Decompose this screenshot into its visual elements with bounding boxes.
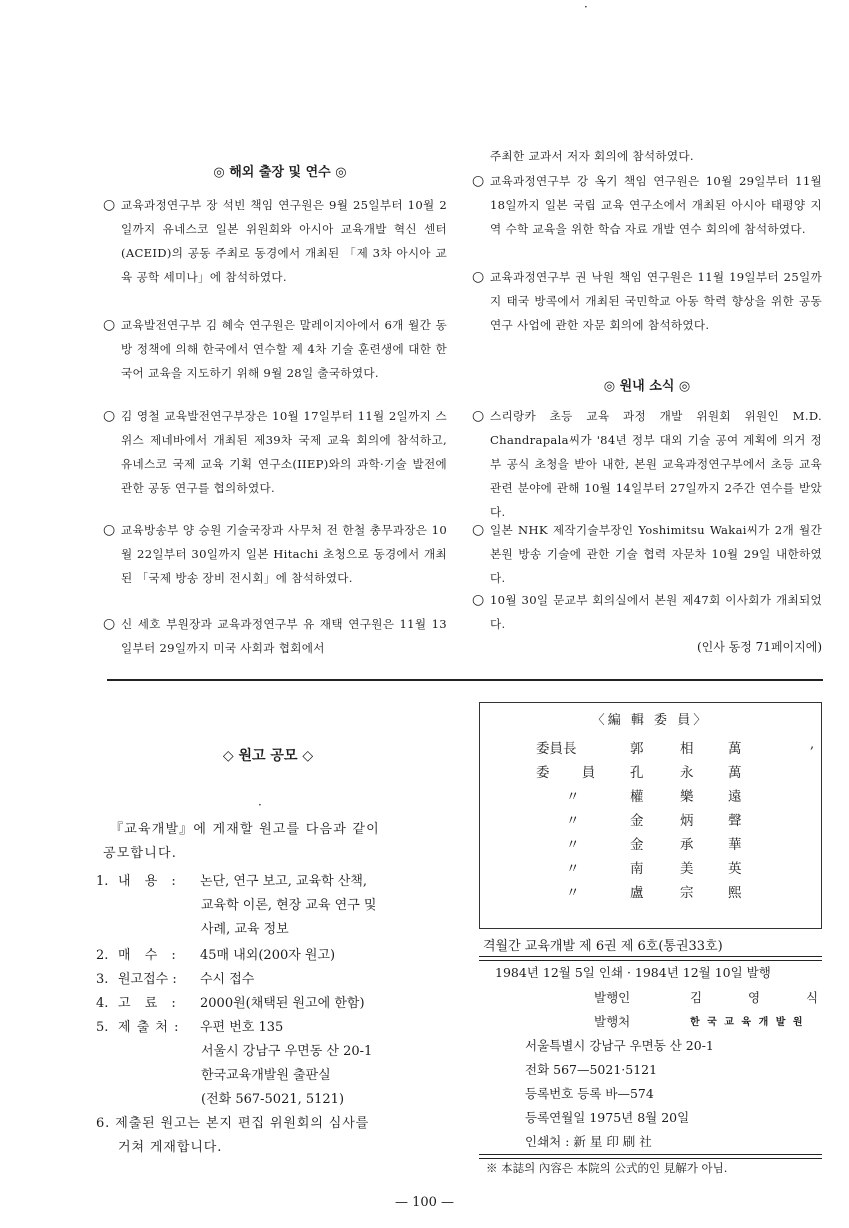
imprint-rule xyxy=(479,956,822,961)
board-name-char: 英 xyxy=(728,861,742,877)
board-name-char: 權 xyxy=(630,789,644,805)
overseas-item-text: 교육과정연구부 장 석빈 책임 연구원은 9월 25일부터 10월 2일까지 유네스코 일본 위원회와 아시아 교육개발 혁신 센터 (ACEID)의 공동 주최로 동경에서 개최된 「제 3차 아시아 교육 공학 세미나」에 참석하였다. xyxy=(121,198,447,284)
requirement-continuation: 사례, 교육 정보 xyxy=(201,922,289,937)
requirement-label: 제 출 처 : xyxy=(118,1020,180,1035)
publisher-label: 발행인 xyxy=(594,990,631,1005)
overseas-item xyxy=(103,193,447,289)
circle-bullet-icon: ○ xyxy=(103,408,116,424)
overseas-item-text: 교육과정연구부 강 옥기 책임 연구원은 10월 29일부터 11월 18일까지 일본 국립 교육 연구소에서 개최된 아시아 태평양 지역 수학 교육을 위한 학습 자료 개발 연수 회의에 참석하였다. xyxy=(490,174,822,236)
call-for-papers-heading: ◇ 원고 공모 ◇ xyxy=(222,748,314,764)
domestic-item-text: 스리랑카 초등 교육 과정 개발 위원회 위원인 M.D. Chandrapala씨가 '84년 정부 대외 기술 공여 계획에 의거 정부 공식 초청을 받아 내한, 본원 교육과정연구부에서 초등 교육 관련 분야에 관해 10월 14일부터 27일까지 2주간 연수를 받았다. xyxy=(490,409,822,519)
imprint-volume: 격월간 교육개발 제 6권 제 6호(통권33호) xyxy=(483,939,723,954)
requirement-text: 2000원(채택된 원고에 한함) xyxy=(200,996,365,1011)
requirement-label: 매 수 : xyxy=(118,948,181,963)
board-name-char: 炳 xyxy=(680,813,694,829)
imprint-address: 서울특별시 강남구 우면동 산 20-1 xyxy=(525,1038,714,1053)
board-member-row xyxy=(480,761,821,783)
circle-bullet-icon: ○ xyxy=(472,173,485,189)
call-for-papers-note: 6. 제출된 원고는 본지 편집 위원회의 심사를 xyxy=(96,1116,370,1131)
board-name-char: 華 xyxy=(728,837,742,853)
call-for-papers-intro: 『교육개발』에 게재할 원고를 다음과 같이 xyxy=(110,822,380,837)
circle-bullet-icon: ○ xyxy=(472,269,485,285)
overseas-item-text: 신 세호 부원장과 교육과정연구부 유 재택 연구원은 11월 13일부터 29일까지 미국 사회과 협회에서 xyxy=(121,617,447,655)
board-name-char: 承 xyxy=(680,837,694,853)
board-name-char: 永 xyxy=(680,765,694,781)
overseas-item-text: 김 영철 교육발전연구부장은 10월 17일부터 11월 2일까지 스위스 제네바에서 개최된 제39차 국제 교육 회의에 참석하고, 유네스코 국제 교육 기획 연구소(IIEP)와의 과학·기술 발전에 관한 공동 연구를 협의하였다. xyxy=(121,409,447,495)
board-member-row xyxy=(480,857,821,879)
imprint-printer: 인쇄처 : 新 星 印 刷 社 xyxy=(525,1134,652,1149)
board-member-row xyxy=(480,737,821,759)
overseas-item-text: 교육발전연구부 김 혜숙 연구원은 말레이지아에서 6개 월간 동방 정책에 의해 한국에서 연수할 제 4차 기술 훈련생에 대한 한국어 교육을 지도하기 위해 9월 28일 출국하였다. xyxy=(121,318,447,380)
board-role: 〃 xyxy=(566,789,580,805)
requirement-number: 2. xyxy=(96,948,109,963)
board-role: 委 員 xyxy=(536,765,610,781)
editorial-board-title: 〈編 輯 委 員〉 xyxy=(591,713,710,728)
overseas-item xyxy=(103,518,447,590)
imprint-rule xyxy=(479,1154,822,1159)
board-member-row xyxy=(480,809,821,831)
requirement-row xyxy=(96,968,254,987)
overseas-item-text: 교육과정연구부 권 낙원 책임 연구원은 11월 19일부터 25일까지 태국 방콕에서 개최된 국민학교 아동 학력 향상을 위한 공동 연구 사업에 관한 자문 회의에 참석하였다. xyxy=(490,270,822,332)
board-name-char: 金 xyxy=(630,813,644,829)
overseas-continuation xyxy=(472,144,822,168)
overseas-heading: ◎ 해외 출장 및 연수 ◎ xyxy=(213,165,347,180)
board-name-char: 南 xyxy=(630,861,644,877)
board-name-char: 盧 xyxy=(630,885,644,901)
circle-bullet-icon: ○ xyxy=(103,522,116,538)
overseas-item xyxy=(103,404,447,500)
requirement-number: 3. xyxy=(96,972,109,987)
continued-note: (인사 동정 71페이지에) xyxy=(697,640,822,654)
board-member-row xyxy=(480,785,821,807)
board-name-char: 聲 xyxy=(728,813,742,829)
domestic-item xyxy=(472,518,822,590)
requirement-number: 4. xyxy=(96,996,109,1011)
board-name-char: 孔 xyxy=(630,765,644,781)
imprint-dates: 1984년 12월 5일 인쇄 · 1984년 12월 10일 발행 xyxy=(495,965,771,980)
board-name-char: 金 xyxy=(630,837,644,853)
requirement-number: 5. xyxy=(96,1020,109,1035)
circle-bullet-icon: ○ xyxy=(472,408,485,424)
top-dot: · xyxy=(584,0,588,14)
domestic-item-text: 10월 30일 문교부 회의실에서 본원 제47회 이사회가 개최되었다. xyxy=(490,593,822,631)
requirement-text: 우편 번호 135 xyxy=(200,1020,284,1035)
imprint-reg-date: 등록연월일 1975년 8월 20일 xyxy=(525,1110,690,1125)
board-member-row xyxy=(480,833,821,855)
requirement-continuation: 교육학 이론, 현장 교육 연구 및 xyxy=(201,898,377,913)
circle-bullet-icon: ○ xyxy=(472,592,485,608)
board-member-row xyxy=(480,881,821,903)
requirement-row xyxy=(96,1016,283,1035)
call-for-papers-note: 거쳐 게재합니다. xyxy=(118,1140,223,1155)
requirement-row xyxy=(96,944,335,963)
requirement-label: 고 료 : xyxy=(118,996,181,1011)
board-role: 〃 xyxy=(566,837,580,853)
board-role: 〃 xyxy=(566,861,580,877)
requirement-text: 45매 내외(200자 원고) xyxy=(200,948,336,963)
requirement-label: 내 용 : xyxy=(118,874,181,889)
call-for-papers-intro: 공모합니다. xyxy=(103,846,178,861)
board-name-char: 宗 xyxy=(680,885,694,901)
imprint-reg-no: 등록번호 등록 바—574 xyxy=(525,1086,654,1101)
decorative-dot: · xyxy=(258,798,262,812)
requirement-text: 논단, 연구 보고, 교육학 산책, xyxy=(200,874,368,889)
board-name-char: 樂 xyxy=(680,789,694,805)
issuer-label: 발행처 xyxy=(594,1014,631,1029)
board-role: 〃 xyxy=(566,885,580,901)
imprint-disclaimer: ※ 本誌의 內容은 本院의 公式的인 見解가 아님. xyxy=(486,1161,728,1175)
board-name-char: 熙 xyxy=(728,885,742,901)
imprint-phone: 전화 567—5021·5121 xyxy=(525,1062,658,1077)
requirement-row xyxy=(96,870,367,889)
overseas-item xyxy=(103,612,447,660)
editorial-board xyxy=(479,702,822,929)
overseas-item-text: 교육방송부 양 승원 기술국장과 사무처 전 한철 총무과장은 10월 22일부터 30일까지 일본 Hitachi 초청으로 동경에서 개최된 「국제 방송 장비 전시회」에 참석하였다. xyxy=(121,523,447,585)
domestic-item xyxy=(472,588,822,636)
board-name-char: 萬 xyxy=(728,741,742,757)
requirement-continuation: (전화 567-5021, 5121) xyxy=(201,1092,345,1107)
circle-bullet-icon: ○ xyxy=(103,317,116,333)
overseas-item xyxy=(103,313,447,385)
domestic-item-text: 일본 NHK 제작기술부장인 Yoshimitsu Wakai씨가 2개 월간 본원 방송 기술에 관한 기술 협력 자문차 10월 29일 내한하였다. xyxy=(490,523,822,585)
publisher-name-char: 식 xyxy=(806,990,819,1005)
overseas-item xyxy=(472,169,822,241)
board-role: 〃 xyxy=(566,813,580,829)
board-name-char: 遠 xyxy=(728,789,742,805)
circle-bullet-icon: ○ xyxy=(103,197,116,213)
domestic-heading: ◎ 원내 소식 ◎ xyxy=(603,379,691,394)
circle-bullet-icon: ○ xyxy=(103,616,116,632)
board-comma: , xyxy=(810,737,815,752)
board-name-char: 美 xyxy=(680,861,694,877)
overseas-continuation-text: 주최한 교과서 저자 회의에 참석하였다. xyxy=(490,149,694,163)
board-name-char: 相 xyxy=(680,741,694,757)
requirement-text: 수시 접수 xyxy=(200,972,255,987)
board-name-char: 萬 xyxy=(728,765,742,781)
board-role: 委員長 xyxy=(536,741,577,757)
requirement-label: 원고접수 : xyxy=(118,972,177,987)
publisher-name-char: 영 xyxy=(748,990,761,1005)
requirement-row xyxy=(96,992,365,1011)
publisher-name-char: 김 xyxy=(690,990,703,1005)
overseas-item xyxy=(472,265,822,337)
section-divider xyxy=(107,679,823,681)
domestic-item xyxy=(472,404,822,524)
board-name-char: 郭 xyxy=(630,741,644,757)
requirement-continuation: 한국교육개발원 출판실 xyxy=(201,1068,331,1083)
requirement-continuation: 서울시 강남구 우면동 산 20-1 xyxy=(201,1044,373,1059)
requirement-number: 1. xyxy=(96,874,109,889)
page-number: — 100 — xyxy=(394,1195,455,1210)
circle-bullet-icon: ○ xyxy=(472,522,485,538)
issuer-name: 한 국 교 육 개 발 원 xyxy=(690,1017,805,1028)
